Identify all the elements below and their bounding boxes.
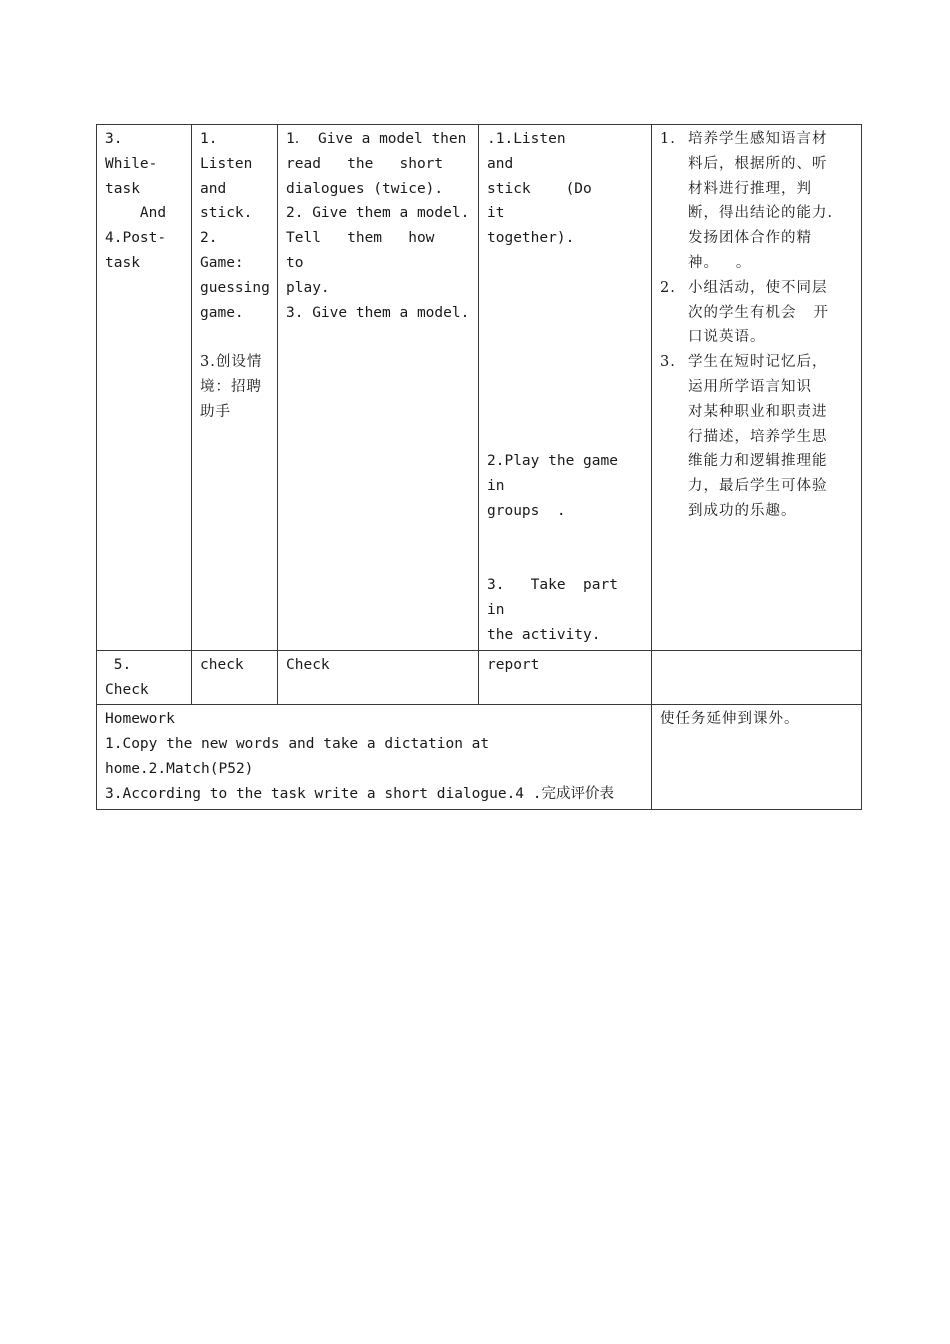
- student-activity-cell: [479, 125, 652, 651]
- teacher-label: Check: [286, 656, 330, 673]
- student-line: 2.Play the game in: [487, 453, 627, 495]
- student-line: together).: [487, 230, 575, 247]
- aim-line: 到成功的乐趣。: [688, 502, 797, 519]
- content-line: stick.: [200, 205, 253, 222]
- content-cell: [192, 650, 278, 705]
- student-line: groups .: [487, 502, 566, 519]
- spacer: [487, 524, 643, 549]
- stage-line: And: [105, 205, 167, 222]
- homework-cell: [97, 705, 652, 809]
- aim-line: 培养学生感知语言材: [688, 131, 828, 147]
- content-cell: [192, 125, 278, 651]
- aims-list: [660, 127, 853, 524]
- content-line: guessing: [200, 279, 270, 296]
- student-line: the activity.: [487, 626, 601, 643]
- spacer: [200, 325, 269, 350]
- student-line: .1.Listen and: [487, 131, 636, 172]
- aim-line: 次的学生有机会 开: [688, 304, 829, 321]
- stage-line: task: [105, 180, 140, 197]
- content-label: check: [200, 656, 244, 673]
- lesson-plan-table: [96, 124, 862, 810]
- teacher-line: 2. Give them a model.: [286, 205, 470, 222]
- stage-line: task: [105, 254, 140, 271]
- teacher-line: read the short: [286, 155, 444, 172]
- student-line: 3. Take part in: [487, 577, 645, 619]
- teacher-line: Tell them how to: [286, 230, 461, 271]
- spacer: [487, 276, 643, 301]
- aim-line: 行描述，培养学生思: [688, 428, 828, 445]
- aim-line: 材料进行推理，判: [688, 180, 812, 197]
- stage-label: 5. Check: [105, 656, 149, 698]
- stage-cell: [97, 650, 192, 705]
- spacer: [487, 251, 643, 276]
- spacer: [487, 350, 643, 375]
- aim-line: 力，最后学生可体验: [688, 478, 828, 495]
- homework-line: 1.Copy the new words and take a dictation at home.2.Match(P52): [105, 736, 498, 777]
- spacer: [487, 425, 643, 450]
- aim-number: 1.: [660, 131, 676, 147]
- content-line: and: [200, 180, 227, 197]
- aim-line: 料后，根据所的、听: [688, 155, 828, 172]
- aim-line: 断，得出结论的能力.: [688, 205, 834, 222]
- list-item: [660, 350, 853, 524]
- stage-line: 4.Post-: [105, 230, 167, 247]
- aim-line: 口说英语。: [688, 329, 766, 346]
- teacher-line: 1． Give a model then: [286, 131, 467, 147]
- student-activity-cell: [479, 650, 652, 705]
- table-row: [97, 705, 862, 809]
- homework-aim: 使任务延伸到课外。: [660, 711, 800, 728]
- teacher-activity-cell: [278, 650, 479, 705]
- aim-number: 3.: [660, 354, 676, 371]
- homework-line: 3.According to the task write a short dialogue.4 .完成评价表: [105, 785, 614, 802]
- student-line: stick (Do it: [487, 180, 645, 222]
- content-line: 境：招聘: [200, 378, 262, 395]
- spacer: [487, 400, 643, 425]
- list-item: [660, 127, 853, 276]
- homework-aim-cell: [652, 705, 862, 809]
- aim-line: 神。 。: [688, 254, 752, 271]
- table-row: [97, 125, 862, 651]
- student-label: report: [487, 656, 540, 673]
- aim-number: 2.: [660, 279, 676, 296]
- content-line: game.: [200, 304, 244, 321]
- aim-line: 学生在短时记忆后，: [688, 354, 828, 371]
- content-line: 3.创设情: [200, 354, 263, 371]
- list-item: [660, 276, 853, 350]
- spacer: [487, 325, 643, 350]
- teaching-aims-cell: [652, 125, 862, 651]
- table-row: [97, 650, 862, 705]
- aim-line: 维能力和逻辑推理能: [688, 453, 828, 470]
- content-line: 1.: [200, 131, 218, 147]
- homework-title: Homework: [105, 711, 175, 728]
- stage-cell: [97, 125, 192, 651]
- teaching-aims-cell: [652, 650, 862, 705]
- teacher-line: dialogues (twice).: [286, 180, 444, 197]
- spacer: [487, 549, 643, 574]
- teacher-line: play.: [286, 279, 330, 296]
- aim-line: 运用所学语言知识: [688, 378, 812, 395]
- teacher-activity-cell: [278, 125, 479, 651]
- aim-line: 对某种职业和职责进: [688, 403, 828, 420]
- aim-line: 发扬团体合作的精: [688, 230, 812, 247]
- spacer: [487, 301, 643, 326]
- aim-line: 小组活动，使不同层: [688, 279, 828, 296]
- stage-line: 3. While-: [105, 131, 158, 172]
- teacher-line: 3. Give them a model.: [286, 304, 470, 321]
- content-line: 助手: [200, 403, 231, 420]
- content-line: 2. Game:: [200, 230, 244, 271]
- content-line: Listen: [200, 155, 253, 172]
- spacer: [487, 375, 643, 400]
